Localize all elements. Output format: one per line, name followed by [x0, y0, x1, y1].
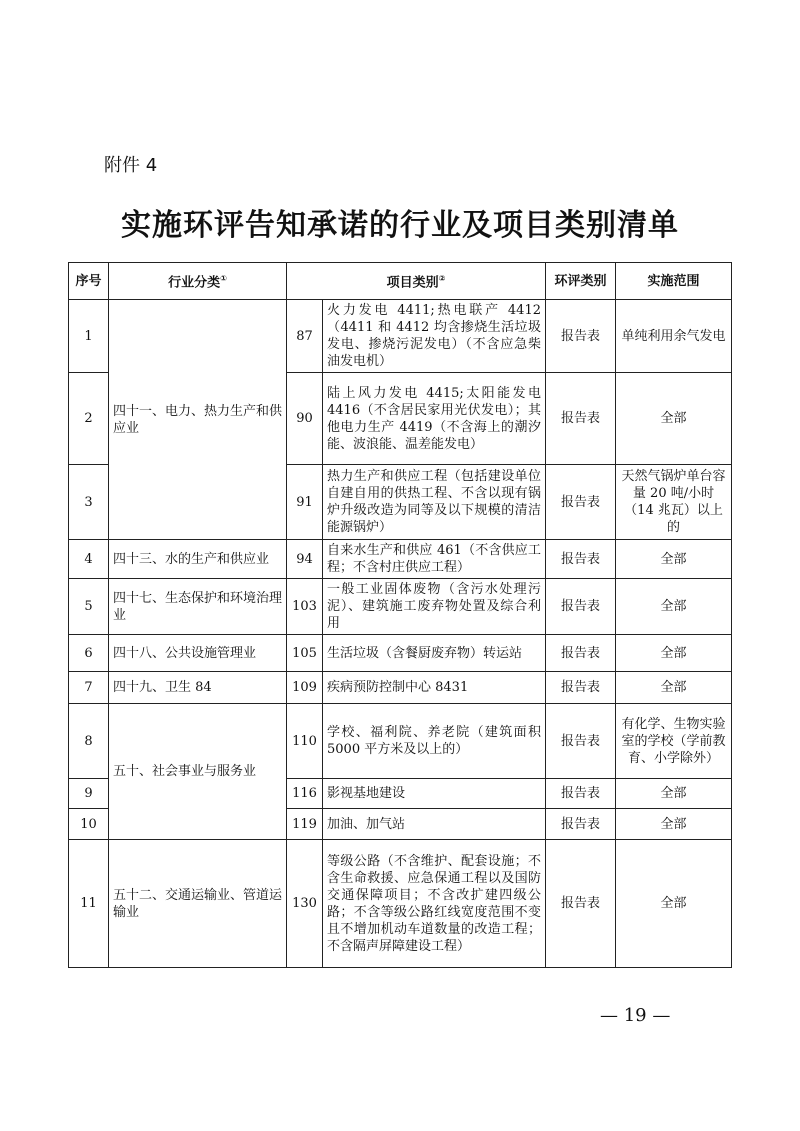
project-description: 影视基地建设	[323, 779, 546, 809]
project-code: 87	[287, 300, 323, 373]
project-description: 等级公路（不含维护、配套设施；不含生命救援、应急保通工程以及国防交通保障项目；不含改扩建四级公路；不含等级公路红线宽度范围不变且不增加机动车道数量的改造工程；不含隔声屏障建设工程）	[323, 840, 546, 968]
implementation-scope: 全部	[616, 779, 732, 809]
header-industry	[109, 263, 287, 300]
project-description: 一般工业固体废物（含污水处理污泥）、建筑施工废弃物处置及综合利用	[323, 579, 546, 635]
implementation-scope: 单纯利用余气发电	[616, 300, 732, 373]
header-eia-type: 环评类别	[546, 263, 616, 300]
table-row	[69, 540, 732, 579]
header-industry-note: ①	[220, 274, 227, 284]
project-code: 116	[287, 779, 323, 809]
eia-type: 报告表	[546, 809, 616, 840]
table-row	[69, 704, 732, 779]
row-seq: 2	[69, 373, 109, 465]
implementation-scope: 全部	[616, 635, 732, 672]
eia-type: 报告表	[546, 704, 616, 779]
table-row	[69, 840, 732, 968]
eia-type: 报告表	[546, 373, 616, 465]
industry-cell: 四十一、电力、热力生产和供应业	[109, 300, 287, 540]
implementation-scope: 天然气锅炉单台容量 20 吨/小时（14 兆瓦）以上的	[616, 465, 732, 540]
header-scope: 实施范围	[616, 263, 732, 300]
eia-type: 报告表	[546, 579, 616, 635]
project-code: 109	[287, 672, 323, 704]
table-row	[69, 300, 732, 373]
project-description: 火力发电 4411;热电联产 4412（4411 和 4412 均含掺烧生活垃圾发电、掺烧污泥发电）（不含应急柴油发电机）	[323, 300, 546, 373]
implementation-scope: 全部	[616, 373, 732, 465]
project-description: 陆上风力发电 4415;太阳能发电 4416（不含居民家用光伏发电）；其他电力生产 4419（不含海上的潮汐能、波浪能、温差能发电）	[323, 373, 546, 465]
project-description: 疾病预防控制中心 8431	[323, 672, 546, 704]
project-description: 加油、加气站	[323, 809, 546, 840]
row-seq: 3	[69, 465, 109, 540]
header-project-note: ②	[438, 274, 446, 284]
document-title: 实施环评告知承诺的行业及项目类别清单	[121, 208, 679, 243]
row-seq: 9	[69, 779, 109, 809]
industry-cell: 四十三、水的生产和供应业	[109, 540, 287, 579]
attachment-label: 附件 4	[104, 155, 158, 176]
project-description: 学校、福利院、养老院（建筑面积 5000 平方米及以上的）	[323, 704, 546, 779]
table-header-row	[69, 263, 732, 300]
row-seq: 8	[69, 704, 109, 779]
header-project	[287, 263, 546, 300]
row-seq: 5	[69, 579, 109, 635]
project-code: 110	[287, 704, 323, 779]
project-code: 90	[287, 373, 323, 465]
row-seq: 7	[69, 672, 109, 704]
industry-cell: 四十七、生态保护和环境治理业	[109, 579, 287, 635]
row-seq: 11	[69, 840, 109, 968]
implementation-scope: 全部	[616, 579, 732, 635]
table-row	[69, 579, 732, 635]
table-row	[69, 672, 732, 704]
project-code: 119	[287, 809, 323, 840]
table-row	[69, 635, 732, 672]
project-code: 130	[287, 840, 323, 968]
industry-cell: 五十二、交通运输业、管道运输业	[109, 840, 287, 968]
eia-type: 报告表	[546, 635, 616, 672]
project-description: 热力生产和供应工程（包括建设单位自建自用的供热工程、不含以现有锅炉升级改造为同等及以下规模的清洁能源锅炉）	[323, 465, 546, 540]
eia-type: 报告表	[546, 672, 616, 704]
industry-cell: 四十八、公共设施管理业	[109, 635, 287, 672]
eia-type: 报告表	[546, 465, 616, 540]
eia-type: 报告表	[546, 540, 616, 579]
header-industry-label: 行业分类	[168, 275, 221, 291]
header-project-label: 项目类别	[386, 275, 439, 291]
industry-project-table	[68, 262, 732, 968]
header-seq: 序号	[69, 263, 109, 300]
project-code: 105	[287, 635, 323, 672]
project-description: 自来水生产和供应 461（不含供应工程；不含村庄供应工程）	[323, 540, 546, 579]
eia-type: 报告表	[546, 840, 616, 968]
row-seq: 4	[69, 540, 109, 579]
eia-type: 报告表	[546, 300, 616, 373]
project-code: 103	[287, 579, 323, 635]
eia-type: 报告表	[546, 779, 616, 809]
industry-cell: 五十、社会事业与服务业	[109, 704, 287, 840]
page-number: — 19 —	[600, 1005, 671, 1026]
implementation-scope: 全部	[616, 540, 732, 579]
project-description: 生活垃圾（含餐厨废弃物）转运站	[323, 635, 546, 672]
project-code: 91	[287, 465, 323, 540]
project-code: 94	[287, 540, 323, 579]
implementation-scope: 全部	[616, 809, 732, 840]
row-seq: 6	[69, 635, 109, 672]
row-seq: 10	[69, 809, 109, 840]
implementation-scope: 有化学、生物实验室的学校（学前教育、小学除外）	[616, 704, 732, 779]
implementation-scope: 全部	[616, 840, 732, 968]
industry-cell: 四十九、卫生 84	[109, 672, 287, 704]
row-seq: 1	[69, 300, 109, 373]
implementation-scope: 全部	[616, 672, 732, 704]
